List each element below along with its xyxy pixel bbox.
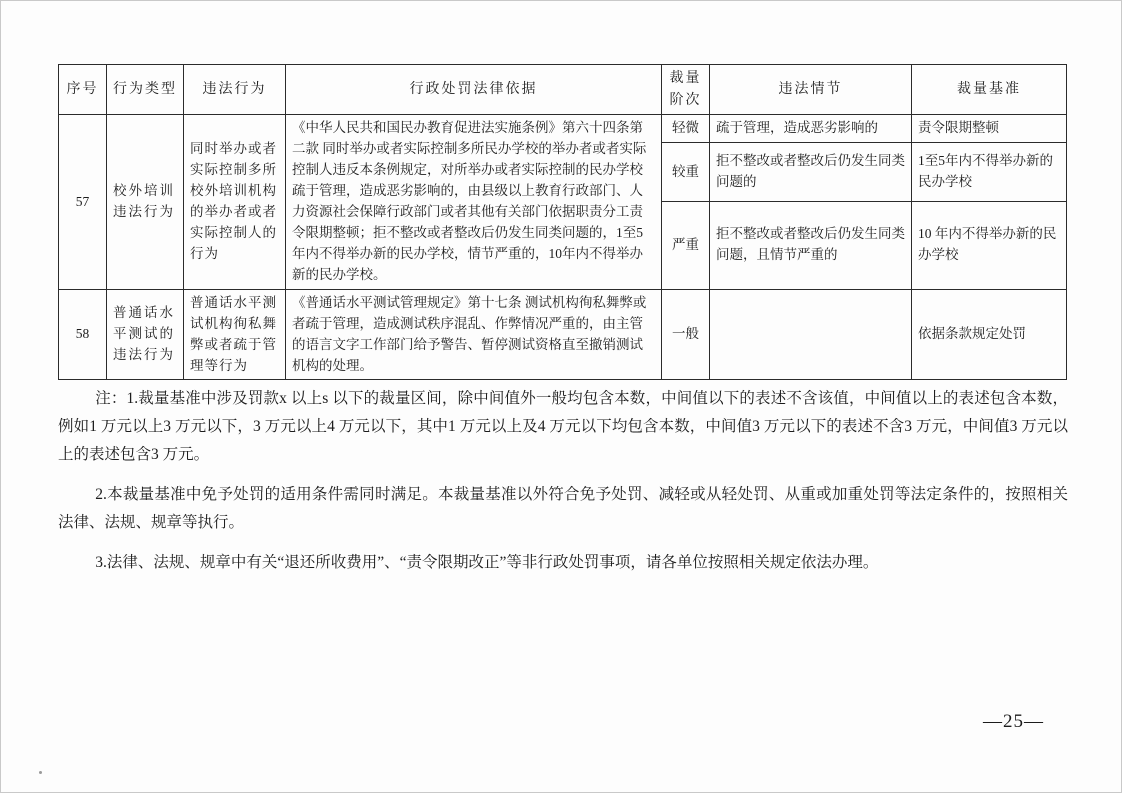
note-1: 注：1.裁量基准中涉及罚款x 以上s 以下的裁量区间，除中间值外一般均包含本数，中间值以下的表述不含该值，中间值以上的表述包含本数，例如1 万元以上3 万元以下，3 万元以上4 万元以下，其中1 万元以上及4 万元以下均包含本数，中间值3 万元以下的表述不含3 万元，中间值3 万元以上的表述包含3 万元。 [58,390,1068,463]
row57-legal-basis: 《中华人民共和国民办教育促进法实施条例》第六十四条第二款 同时举办或者实际控制多所民办学校的举办者或者实际控制人违反本条例规定，对所举办或者实际控制的民办学校疏于管理，造成恶劣影响的，由县级以上教育行政部门、人力资源社会保障行政部门或者其他有关部门依据职责分工责令限期整顿；拒不整改或者整改后仍发生同类问题的，1至5年内不得举办新的民办学校，情节严重的，10年内不得举办新的民办学校。 [286,115,662,289]
row58-tier-level: 一般 [662,289,710,380]
row58-tier-circumstance [710,289,912,380]
row57-tier2-circumstance: 拒不整改或者整改后仍发生同类 问题的 [710,143,912,201]
header-discretion-tier: 裁量阶次 [662,65,710,115]
row57-tier1-circumstance: 疏于管理，造成恶劣影响的 [710,115,912,143]
header-discretion-standard: 裁量基准 [912,65,1067,115]
row58-tier-standard: 依据条款规定处罚 [912,289,1067,380]
scan-artifact-dot [39,771,42,774]
row57-serial-number: 57 [59,115,107,289]
note-3: 3.法律、法规、规章中有关“退还所收费用”、“责令限期改正”等非行政处罚事项，请各单位按照相关规定依法办理。 [95,554,879,571]
note-2: 2.本裁量基准中免予处罚的适用条件需同时满足。本裁量基准以外符合免予处罚、减轻或从轻处罚、从重或加重处罚等法定条件的，按照相关 法律、法规、规章等执行。 [58,486,1068,531]
row58-serial-number: 58 [59,289,107,380]
footnotes [58,385,1068,589]
row58-behavior-type: 普通话水平测试的违法行为 [107,289,184,380]
row57-behavior-type: 校外培训违法行为 [107,115,184,289]
header-serial-number: 序号 [59,65,107,115]
table-row-58 [59,289,1067,380]
penalty-discretion-table [58,64,1067,380]
row57-tier3-circumstance: 拒不整改或者整改后仍发生同类 问题，且情节严重的 [710,201,912,289]
row57-tier2-level: 较重 [662,143,710,201]
row58-illegal-behavior: 普通话水平测试机构徇私舞弊或者疏于管理等行为 [184,289,286,380]
row57-tier1-level: 轻微 [662,115,710,143]
row57-tier3-standard: 10 年内不得举办新的民办学校 [912,201,1067,289]
row57-illegal-behavior: 同时举办或者实际控制多所校外培训机构的举办者或者实际控制人的行为 [184,115,286,289]
table-header-row [59,65,1067,115]
row57-tier3-level: 严重 [662,201,710,289]
row57-tier1-standard: 责令限期整顿 [912,115,1067,143]
header-behavior-type: 行为类型 [107,65,184,115]
page-number: —25— [983,711,1044,732]
row58-legal-basis: 《普通话水平测试管理规定》第十七条 测试机构徇私舞弊或者疏于管理，造成测试秩序混乱、作弊情况严重的，由主管的语言文字工作部门给予警告、暂停测试资格直至撤销测试机构的处理。 [286,289,662,380]
row57-tier2-standard: 1至5年内不得举办新的民办学校 [912,143,1067,201]
header-illegal-circumstance: 违法情节 [710,65,912,115]
table-row-57-tier-minor [59,115,1067,143]
header-illegal-behavior: 违法行为 [184,65,286,115]
header-legal-basis: 行政处罚法律依据 [286,65,662,115]
